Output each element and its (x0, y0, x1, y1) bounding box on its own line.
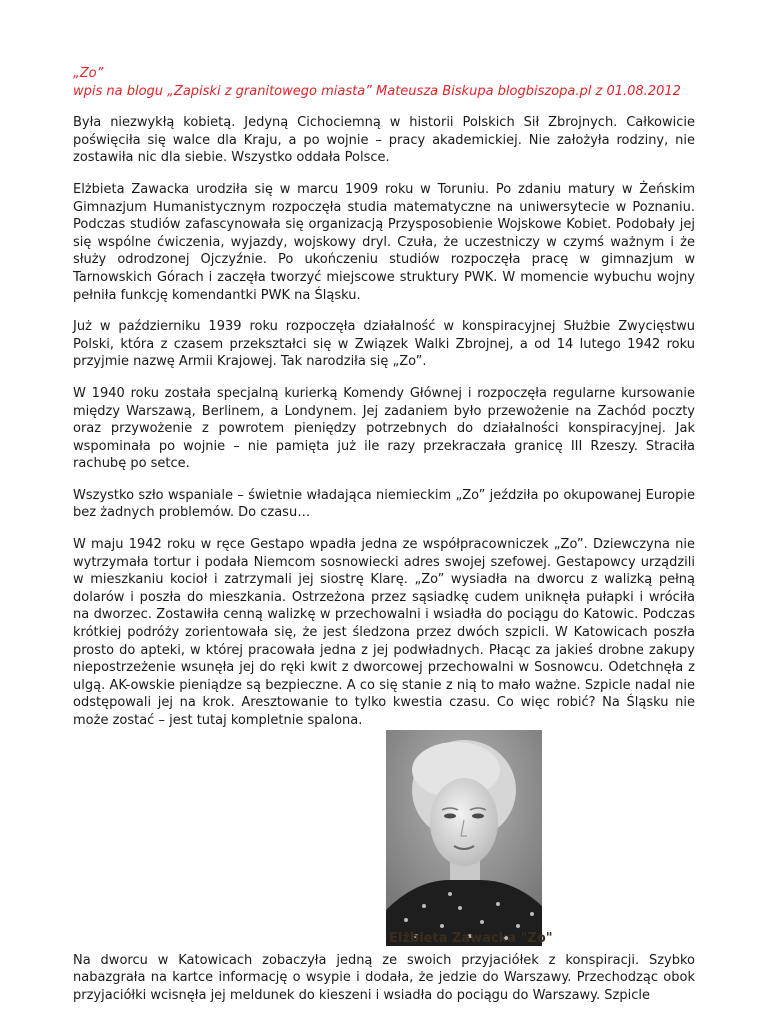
portrait-image (386, 730, 542, 946)
portrait-photo (386, 730, 542, 946)
paragraph-biography: Elżbieta Zawacka urodziła się w marcu 1909 roku w Toruniu. Po zdaniu matury w Żeńskim Gimnazjum Humanistycznym rozpoczęła studia matematyczne na uniwersytecie w Poznaniu. Podczas studiów zafascynowała się organizacją Przysposobienie Wojskowe Kobiet. Podobały jej się wspólne ćwiczenia, wyjazdy, wojskowy dryl. Czuła, że uczestniczy w czymś ważnym i że służy odrodzonej Ojczyźnie. Po ukończeniu studiów rozpoczęła pracę w gimnazjum w Tarnowskich Górach i zaczęła tworzyć miejscowe struktury PWK. W momencie wybuchu wojny pełniła funkcję komendantki PWK na Śląsku. (73, 181, 695, 303)
paragraph-conspiracy: Już w październiku 1939 roku rozpoczęła działalność w konspiracyjnej Służbie Zwycięstwu Polski, która z czasem przekształci się w Związek Walki Zbrojnej, a od 14 lutego 1942 roku przyjmie nazwę Armii Krajowej. Tak narodziła się „Zo”. (73, 319, 695, 370)
paragraph-courier: W 1940 roku została specjalną kurierką Komendy Głównej i rozpoczęła regularne kursowanie między Warszawą, Berlinem, a Londynem. Jej zadaniem było przewożenie na Zachód poczty oraz przywożenie z powrotem pieniędzy potrzebnych do działalności konspiracyjnej. Jak wspominała po wojnie – nie pamięta już ile razy przekraczała granicę III Rzeszy. Straciła rachubę po setce. (73, 385, 695, 472)
photo-caption: Elżbieta Zawacka "Zo" (389, 930, 553, 946)
source-line: wpis na blogu „Zapiski z granitowego miasta” Mateusza Biskupa blogbiszopa.pl z 01.08.2012 (73, 83, 681, 99)
document-header (73, 65, 695, 100)
paragraph-gestapo: W maju 1942 roku w ręce Gestapo wpadła jedna ze współpracowniczek „Zo”. Dziewczyna nie wytrzymała tortur i podała Niemcom sosnowiecki adres swojej szefowej. Gestapowcy urządzili w mieszkaniu kocioł i zatrzymali jej siostrę Klarę. „Zo” wysiadła na dworcu z walizką pełną dolarów i poszła do mieszkania. Ostrzeżona przez sąsiadkę cudem uniknęła pułapki i wróciła na dworzec. Zostawiła cenną walizkę w przechowalni i wsiadła do pociągu do Katowic. Podczas krótkiej podróży zorientowała się, że jest śledzona przez dwóch szpicli. W Katowicach poszła prosto do apteki, w której pracowała jedna z jej podwładnych. Płacąc za jakieś drobne zakupy niepostrzeżenie wsunęła jej do ręki kwit z dworcowej przechowalni w Sosnowcu. Odetchnęła z ulgą. AK-owskie pieniądze są bezpieczne. A co się stanie z nią to mało ważne. Szpicle nadal nie odstępowali jej na krok. Aresztowanie to tylko kwestia czasu. Co więc robić? Na Śląsku nie może zostać – jest tutaj kompletnie spalona. (73, 537, 695, 728)
document-title: „Zo” (73, 66, 104, 81)
paragraph-katowice: Na dworcu w Katowicach zobaczyła jedną ze swoich przyjaciółek z konspiracji. Szybko nabazgrała na kartce informację o wsypie i dodała, że jedzie do Warszawy. Przechodząc obok przyjaciółki wcisnęła jej meldunek do kieszeni i wsiadła do pociągu do Warszawy. Szpicle (73, 952, 695, 1003)
document-page (73, 65, 695, 1018)
portrait-figure (73, 730, 695, 946)
paragraph-intro: Była niezwykłą kobietą. Jedyną Cichociemną w historii Polskich Sił Zbrojnych. Całkowicie poświęciła się walce dla Kraju, a po wojnie – pracy akademickiej. Nie założyła rodziny, nie zostawiła nic dla siebie. Wszystko oddała Polsce. (73, 115, 695, 166)
paragraph-europe: Wszystko szło wspaniale – świetnie władająca niemieckim „Zo” jeździła po okupowanej Europie bez żadnych problemów. Do czasu… (73, 487, 695, 521)
